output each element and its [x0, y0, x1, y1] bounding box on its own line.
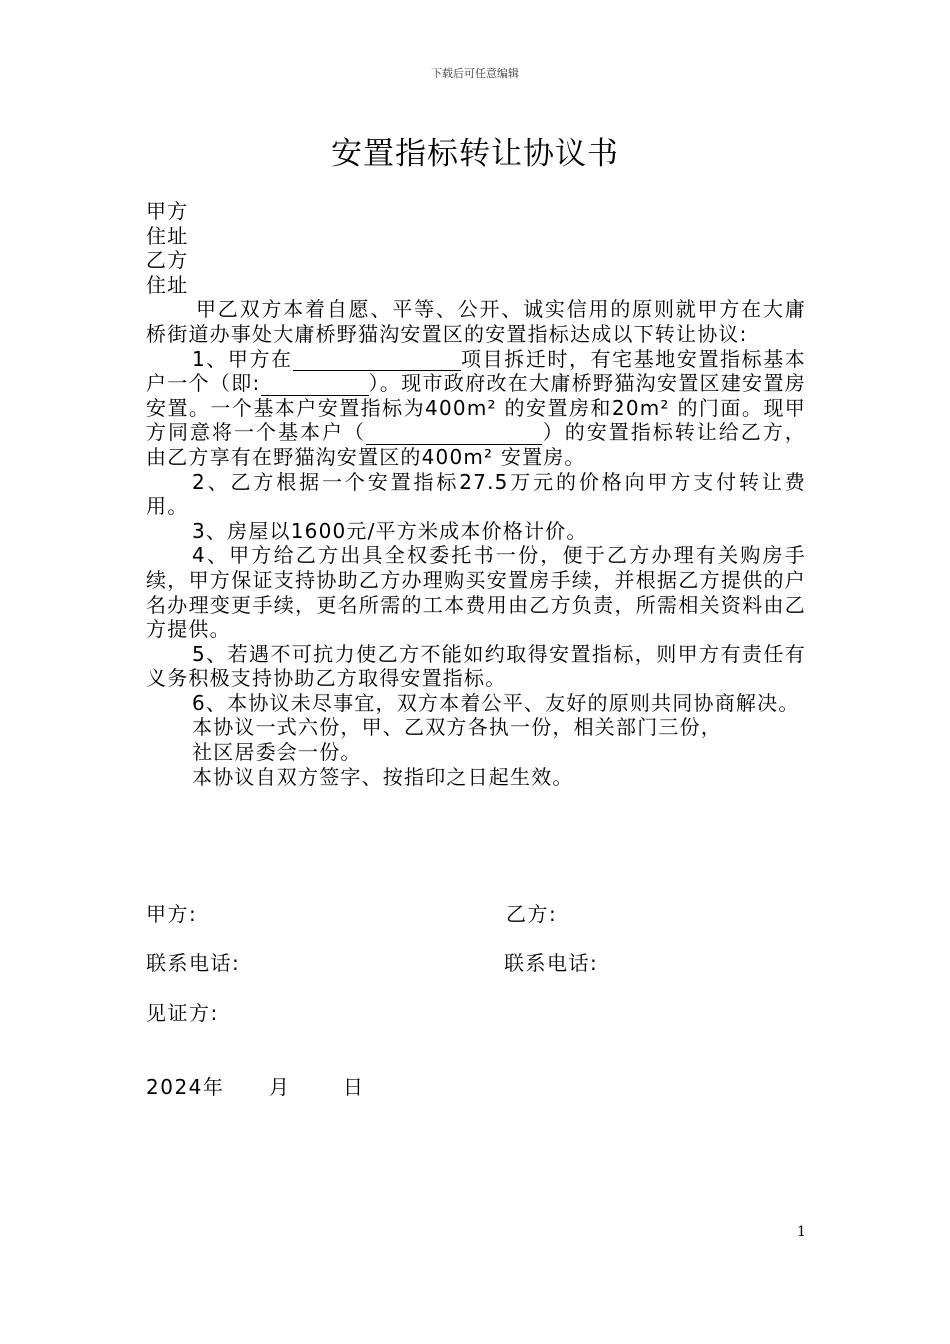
signature-party-b: 乙方: — [506, 902, 558, 926]
household-name-blank — [366, 424, 542, 445]
clause-5: 5、若遇不可抗力使乙方不能如约取得安置指标，则甲方有责任有义务积极支持协助乙方取得安置指标。 — [146, 641, 806, 691]
clause-4: 4、甲方给乙方出具全权委托书一份，便于乙方办理有关购房手续，甲方保证支持协助乙方办理购买安置房手续，并根据乙方提供的户名办理变更手续，更名所需的工本费用由乙方负责，所需相关资料由乙方提供。 — [146, 543, 806, 642]
clause-1-part4: ）的安置指标转让给乙方，由乙方享有在野猫沟安置区的400m² 安置房。 — [146, 420, 806, 469]
clause-2: 2、乙方根据一个安置指标27.5万元的价格向甲方支付转让费用。 — [146, 469, 806, 519]
date-day: 日 — [343, 1075, 365, 1099]
party-b-label: 乙方 — [146, 248, 189, 273]
date-year: 2024年 — [146, 1075, 225, 1099]
household-id-blank — [261, 375, 369, 396]
address-a-label: 住址 — [146, 223, 189, 248]
party-a-label: 甲方 — [146, 199, 189, 223]
clause-1-part2: 项目拆迁时，有宅基地安置指标基本户一个（即: — [146, 346, 806, 396]
header-note: 下载后可任意编辑 — [431, 67, 519, 80]
date-month: 月 — [269, 1075, 291, 1099]
witness-label: 见证方: — [146, 1001, 219, 1025]
project-name-blank — [293, 350, 461, 371]
document-title: 安置指标转让协议书 — [331, 136, 619, 172]
signature-party-a: 甲方: — [146, 902, 198, 926]
clause-1-part1: 1、甲方在 — [192, 346, 293, 371]
clause-3: 3、房屋以1600元/平方米成本价格计价。 — [192, 518, 588, 543]
effective-clause: 本协议自双方签字、按指印之日起生效。 — [192, 764, 574, 789]
clause-6: 6、本协议未尽事宜，双方本着公平、友好的原则共同协商解决。 — [192, 690, 800, 715]
clause-1-part3: ）。现市政府改在大庸桥野猫沟安置区建安置房安置。一个基本户安置指标为400m² 的安置房和20m² 的门面。现甲方同意将一个基本户（ — [146, 371, 806, 445]
agreement-body — [146, 199, 806, 789]
copies-line-1: 本协议一式六份，甲、乙双方各执一份，相关部门三份， — [192, 715, 722, 740]
clause-1 — [146, 347, 806, 470]
intro-paragraph: 甲乙双方本着自愿、平等、公开、诚实信用的原则就甲方在大庸桥街道办事处大庸桥野猫沟安置区的安置指标达成以下转让协议: — [146, 297, 806, 346]
page-number: 1 — [797, 1224, 806, 1240]
phone-party-b: 联系电话: — [504, 951, 599, 975]
phone-party-a: 联系电话: — [146, 951, 241, 975]
address-b-label: 住址 — [146, 272, 189, 297]
copies-line-2: 社区居委会一份。 — [192, 740, 362, 765]
